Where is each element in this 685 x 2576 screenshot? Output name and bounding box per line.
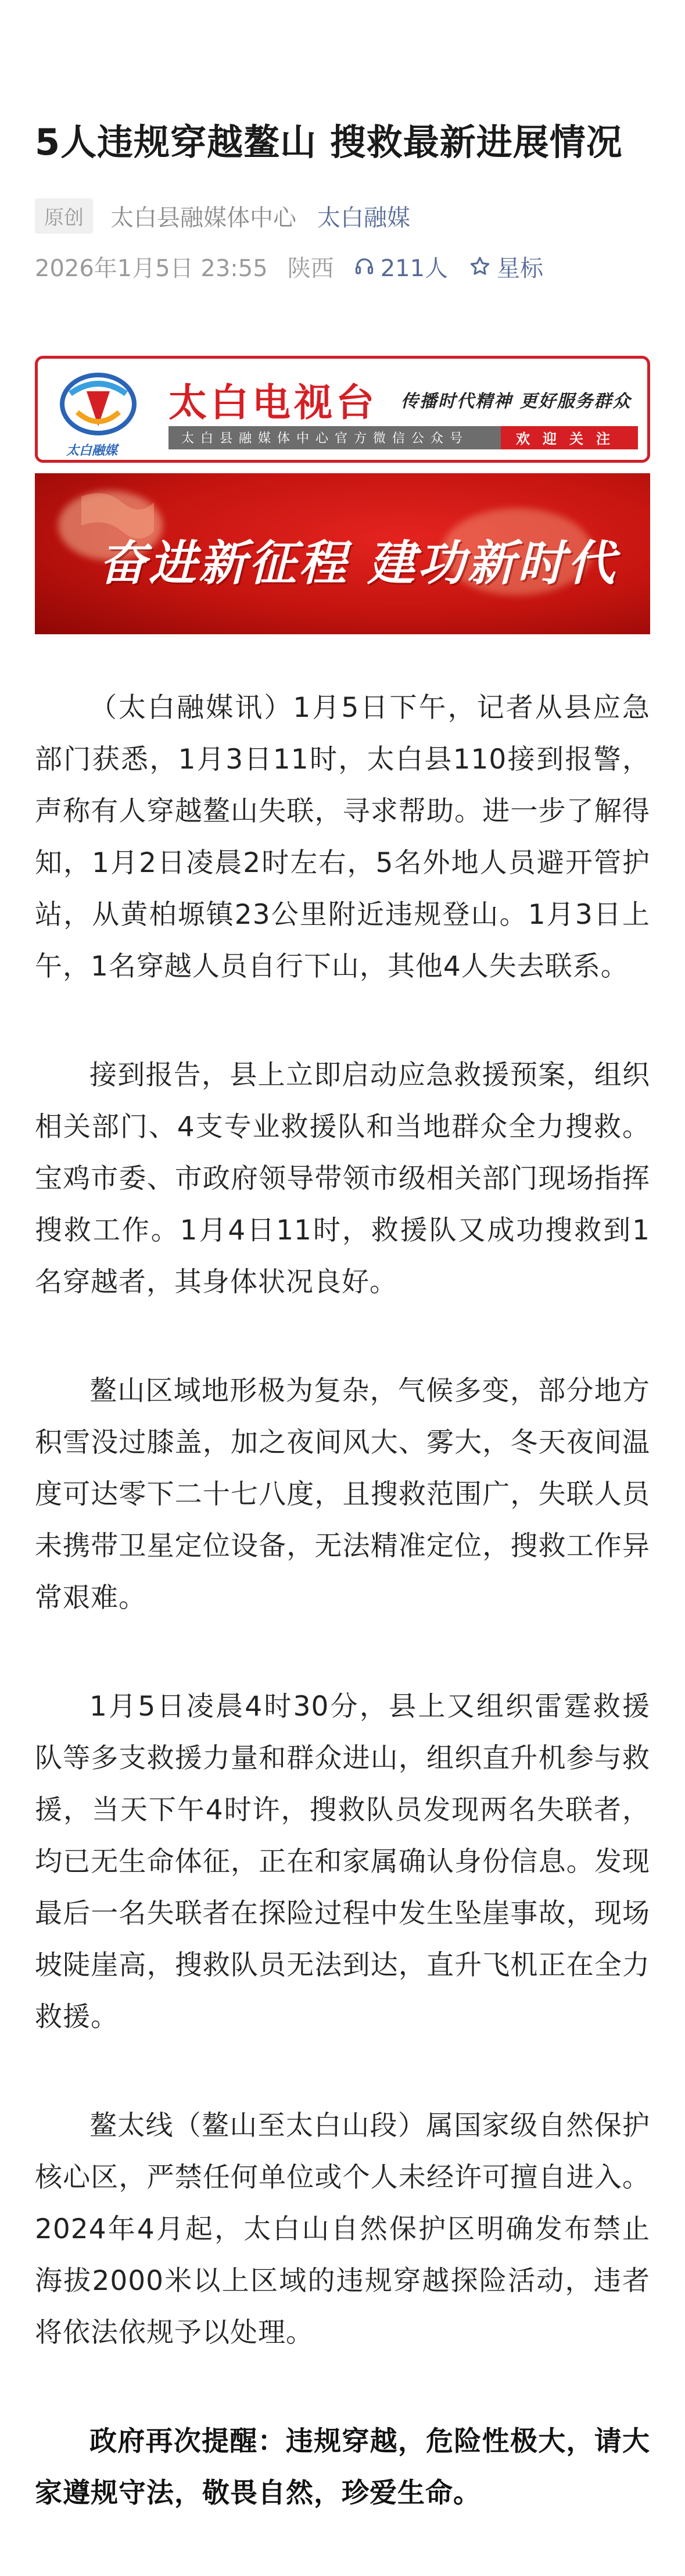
listener-count: 211人: [380, 255, 449, 282]
paragraph: 接到报告，县上立即启动应急救援预案，组织相关部门、4支专业救援队和当地群众全力搜救。宝鸡市委、市政府领导带领市级相关部门现场指挥搜救工作。1月4日11时，救援队又成功搜救到1名穿越者，其身体状况良好。: [35, 1059, 650, 1298]
meta-source-row: [35, 198, 650, 234]
tv-station-banner: [35, 356, 650, 463]
publish-location: 陕西: [287, 255, 334, 282]
original-badge: 原创: [35, 198, 93, 234]
tv-strip-highlight: 欢迎关注: [501, 426, 638, 449]
author-name: 太白县融媒体中心: [110, 204, 296, 231]
article-body: [35, 682, 650, 2519]
listen-button[interactable]: [354, 250, 448, 283]
star-button[interactable]: [469, 250, 543, 283]
star-label: 星标: [497, 255, 544, 282]
paragraph: 鳌山区域地形极为复杂，气候多变，部分地方积雪没过膝盖，加之夜间风大、雾大，冬天夜间温度可达零下二十七八度，且搜救范围广，失联人员未携带卫星定位设备，无法精准定位，搜救工作异常艰难。: [35, 1374, 650, 1614]
paragraph-reminder: 政府再次提醒：违规穿越，危险性极大，请大家遵规守法，敬畏自然，珍爱生命。: [35, 2425, 650, 2509]
article-title: 5人违规穿越鳌山 搜救最新进展情况: [35, 121, 623, 163]
slogan-banner: [35, 473, 650, 634]
tv-slogan: 传播时代精神 更好服务群众: [401, 391, 632, 412]
star-outline-icon: [469, 255, 491, 277]
tv-strip: [168, 426, 638, 449]
publish-date: 2026年1月5日 23:55: [35, 255, 268, 282]
paragraph: （太白融媒讯）1月5日下午，记者从县应急部门获悉，1月3日11时，太白县110接到报警，声称有人穿越鳌山失联，寻求帮助。进一步了解得知，1月2日凌晨2时左右，5名外地人员避开管护站，从黄柏塬镇23公里附近违规登山。1月3日上午，1名穿越人员自行下山，其他4人失去联系。: [35, 691, 650, 982]
tv-station-name: 太白电视台: [168, 380, 378, 425]
account-link[interactable]: 太白融媒: [317, 204, 410, 231]
tv-logo-text: 太白融媒: [66, 443, 117, 458]
paragraph: 1月5日凌晨4时30分，县上又组织雷霆救援队等多支救援力量和群众进山，组织直升机参与救援，当天下午4时许，搜救队员发现两名失联者，均已无生命体征，正在和家属确认身份信息。发现最后一名失联者在探险过程中发生坠崖事故，现场坡陡崖高，搜救队员无法到达，直升飞机正在全力救援。: [35, 1690, 650, 2033]
article-container: [35, 0, 650, 2576]
paragraph: 鳌太线（鳌山至太白山段）属国家级自然保护核心区，严禁任何单位或个人未经许可擅自进入。2024年4月起，太白山自然保护区明确发布禁止海拔2000米以上区域的违规穿越探险活动，违者将依法依规予以处理。: [35, 2109, 650, 2349]
meta-info-row: [35, 250, 650, 283]
slogan-banner-text: 奋进新征程 建功新时代: [99, 535, 618, 591]
tv-strip-text: 太 白 县 融 媒 体 中 心 官 方 微 信 公 众 号: [181, 431, 464, 446]
headphones-icon: [354, 256, 375, 277]
